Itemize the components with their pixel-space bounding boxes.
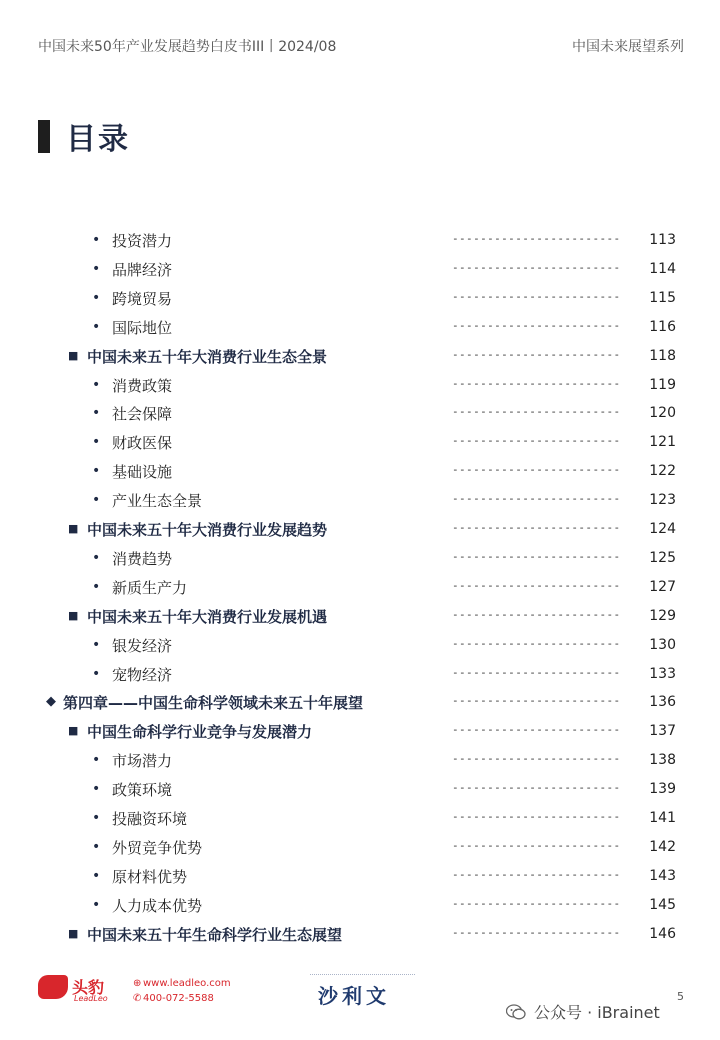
toc-entry-label: 消费政策 [112, 376, 173, 395]
toc-entry-label: 宠物经济 [112, 665, 173, 684]
toc-entry[interactable] [0, 866, 720, 888]
toc-page-number: 115 [649, 289, 676, 306]
toc-item-marker: • [92, 781, 101, 798]
toc-page-number: 123 [649, 492, 676, 509]
toc-entry-label: 品牌经济 [112, 260, 173, 279]
toc-page-number: 113 [649, 232, 676, 248]
toc-entry[interactable] [0, 808, 720, 830]
toc-leader-dashes: ------------------------ [452, 838, 621, 852]
website-link[interactable]: www.leadleo.com [143, 978, 231, 989]
toc-section-marker: ■ [68, 522, 79, 535]
toc-item-marker: • [92, 405, 101, 422]
toc-entry[interactable] [0, 664, 720, 686]
contact-info [133, 976, 231, 1006]
wechat-icon [506, 1004, 526, 1020]
toc-leader-dashes: ------------------------ [452, 376, 621, 390]
toc-leader-dashes: ------------------------ [452, 636, 621, 650]
toc-entry-label: 基础设施 [112, 463, 173, 482]
toc-leader-dashes: ------------------------ [452, 867, 621, 881]
toc-leader-dashes: ------------------------ [452, 723, 621, 737]
toc-item-marker: • [92, 492, 101, 509]
toc-page-number: 143 [649, 867, 676, 884]
toc-page-number: 138 [649, 752, 676, 769]
toc-page-number: 139 [649, 781, 676, 798]
toc-entry[interactable] [0, 432, 720, 454]
brand-name: 沙利文 [318, 984, 390, 1008]
toc-entry[interactable] [0, 519, 720, 541]
toc-page-number: 118 [649, 347, 676, 364]
page-title: 目录 [66, 122, 130, 157]
toc-item-marker: • [92, 232, 101, 248]
toc-entry[interactable] [0, 490, 720, 512]
toc-leader-dashes: ------------------------ [452, 925, 621, 939]
toc-leader-dashes: ------------------------ [452, 289, 621, 303]
phone-icon: ✆ [133, 993, 142, 1004]
toc-leader-dashes: ------------------------ [452, 549, 621, 563]
toc-leader-dashes: ------------------------ [452, 463, 621, 477]
header-left: 中国未来50年产业发展趋势白皮书III丨2024/08 [38, 39, 337, 55]
toc-entry[interactable] [0, 837, 720, 859]
toc-page-number: 142 [649, 838, 676, 855]
toc-page-number: 116 [649, 318, 676, 335]
toc-leader-dashes: ------------------------ [452, 318, 621, 332]
title-bar [38, 120, 50, 153]
toc-entry[interactable] [0, 259, 720, 281]
toc-page-number: 136 [649, 694, 676, 711]
toc-entry-label: 国际地位 [112, 318, 173, 337]
toc-page-number: 124 [649, 521, 676, 537]
toc-page-number: 121 [649, 434, 676, 451]
toc-entry[interactable] [0, 779, 720, 801]
leopard-icon [38, 975, 68, 999]
toc-entry-label: 新质生产力 [112, 578, 188, 597]
toc-item-marker: • [92, 867, 101, 884]
toc-entry-label: 中国未来五十年大消费行业发展机遇 [87, 607, 328, 626]
toc-item-marker: • [92, 810, 101, 826]
toc-page-number: 127 [649, 578, 676, 595]
toc-page-number: 122 [649, 463, 676, 480]
logo-cn-text: 头豹 [72, 978, 105, 997]
toc-entry-label: 第四章——中国生命科学领域未来五十年展望 [63, 694, 364, 713]
toc-section-marker: ■ [68, 348, 79, 362]
toc-page-number: 145 [649, 896, 676, 913]
toc-leader-dashes: ------------------------ [452, 607, 621, 621]
toc-page-number: 129 [649, 607, 676, 624]
toc-item-marker: • [92, 463, 101, 480]
toc-item-marker: • [92, 376, 101, 393]
toc-entry-label: 中国未来五十年生命科学行业生态展望 [87, 925, 343, 944]
logo-en-text: LeadLeo [74, 994, 108, 1003]
toc-entry[interactable] [0, 317, 720, 339]
toc-item-marker: • [92, 549, 101, 566]
toc-entry-label: 产业生态全景 [112, 492, 203, 511]
toc-entry[interactable] [0, 230, 720, 252]
toc-entry[interactable] [0, 692, 720, 714]
toc-leader-dashes: ------------------------ [452, 405, 621, 419]
toc-entry-label: 中国生命科学行业竞争与发展潜力 [87, 723, 313, 742]
toc-item-marker: • [92, 636, 101, 653]
toc-entry-label: 社会保障 [112, 405, 173, 424]
toc-leader-dashes: ------------------------ [452, 521, 621, 534]
toc-entry-label: 外贸竞争优势 [112, 838, 203, 857]
toc-entry[interactable] [0, 750, 720, 772]
toc-entry[interactable] [0, 375, 720, 397]
toc-item-marker: • [92, 260, 101, 277]
toc-leader-dashes: ------------------------ [452, 578, 621, 592]
toc-leader-dashes: ------------------------ [452, 434, 621, 448]
toc-page-number: 125 [649, 549, 676, 566]
toc-entry[interactable] [0, 635, 720, 657]
toc-section-marker: ■ [68, 608, 79, 622]
wechat-watermark [506, 1000, 660, 1023]
toc-leader-dashes: ------------------------ [452, 896, 621, 910]
toc-item-marker: • [92, 838, 101, 855]
toc-entry[interactable] [0, 403, 720, 425]
toc-page-number: 146 [649, 925, 676, 942]
toc-entry-label: 人力成本优势 [112, 896, 203, 915]
watermark-text: 公众号 · iBrainet [534, 1003, 660, 1022]
toc-page-number: 119 [649, 376, 676, 393]
toc-chapter-marker: ◆ [46, 694, 56, 710]
toc-entry[interactable] [0, 548, 720, 570]
toc-leader-dashes: ------------------------ [452, 347, 621, 361]
toc-entry[interactable] [0, 721, 720, 743]
toc-leader-dashes: ------------------------ [452, 694, 621, 708]
toc-entry-label: 市场潜力 [112, 752, 173, 771]
toc-entry[interactable] [0, 461, 720, 483]
toc-page-number: 133 [649, 665, 676, 682]
toc-item-marker: • [92, 665, 101, 682]
toc-leader-dashes: ------------------------ [452, 260, 621, 274]
toc-entry-label: 投融资环境 [112, 810, 188, 828]
phone-number: 400-072-5588 [143, 993, 214, 1004]
header-right: 中国未来展望系列 [572, 39, 684, 55]
toc-entry[interactable] [0, 606, 720, 628]
toc-item-marker: • [92, 752, 101, 769]
toc-page-number: 141 [649, 810, 676, 826]
toc-item-marker: • [92, 896, 101, 913]
page-number: 5 [677, 990, 684, 1003]
toc-item-marker: • [92, 318, 101, 335]
toc-entry-label: 投资潜力 [112, 232, 173, 250]
toc-entry-label: 财政医保 [112, 434, 173, 453]
toc-item-marker: • [92, 578, 101, 595]
toc-entry-label: 消费趋势 [112, 549, 173, 568]
toc-leader-dashes: ------------------------ [452, 665, 621, 679]
toc-section-marker: ■ [68, 926, 79, 940]
toc-entry-label: 中国未来五十年大消费行业发展趋势 [87, 521, 328, 539]
toc-page-number: 137 [649, 723, 676, 740]
toc-leader-dashes: ------------------------ [452, 232, 621, 245]
toc-entry-label: 跨境贸易 [112, 289, 173, 308]
toc-entry[interactable] [0, 924, 720, 946]
toc-page-number: 114 [649, 260, 676, 277]
toc-page-number: 130 [649, 636, 676, 653]
toc-section-marker: ■ [68, 724, 79, 738]
brand-divider [310, 974, 415, 977]
toc-item-marker: • [92, 289, 101, 306]
toc-entry-label: 中国未来五十年大消费行业生态全景 [87, 347, 328, 366]
toc-entry-label: 原材料优势 [112, 867, 188, 886]
leadleo-logo [38, 973, 133, 1003]
toc-item-marker: • [92, 434, 101, 451]
toc-leader-dashes: ------------------------ [452, 781, 621, 795]
toc-entry[interactable] [0, 577, 720, 599]
globe-icon: ⊕ [133, 978, 142, 989]
toc-entry[interactable] [0, 288, 720, 310]
toc-leader-dashes: ------------------------ [452, 752, 621, 766]
toc-leader-dashes: ------------------------ [452, 492, 621, 506]
toc-page-number: 120 [649, 405, 676, 422]
toc-entry[interactable] [0, 346, 720, 368]
toc-leader-dashes: ------------------------ [452, 810, 621, 823]
toc-entry-label: 银发经济 [112, 636, 173, 655]
toc-entry[interactable] [0, 895, 720, 917]
toc-entry-label: 政策环境 [112, 781, 173, 800]
